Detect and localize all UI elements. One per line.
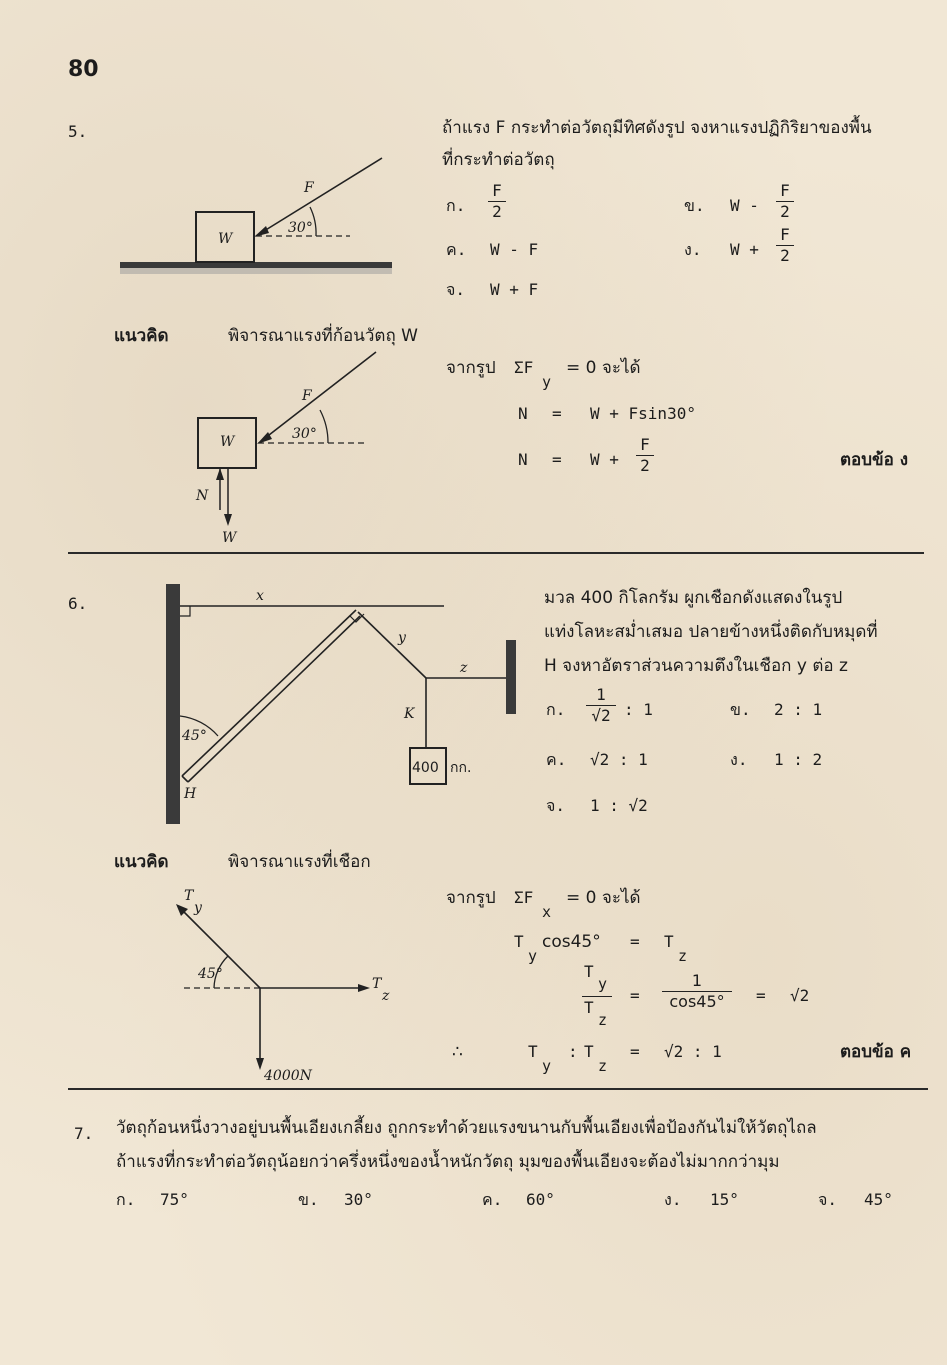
q7-number: 7. [74,1124,94,1143]
q6-fig-angle-label: 45° [182,728,207,744]
q6-choice-c-text: √2 : 1 [590,750,648,769]
q5-line3-eq: = [552,450,562,469]
q6-choice-a-label: ก. [546,700,566,719]
q6-question-line1: มวล 400 กิโลกรัม ผูกเชือกดังแสดงในรูป [544,588,843,608]
q6-solution-heading: แนวคิด [114,852,169,872]
q6-fig-h-label: H [184,786,197,802]
q6-eq1-rhs: T [664,932,674,951]
q6-eq3-a-sub: y [542,1057,552,1075]
q5-sum-symbol: ΣF [514,358,534,377]
q5-line2-lhs: N [518,404,528,423]
q6-eq3-colon: : [568,1042,578,1061]
q6-vec-tz-label: T [372,976,382,992]
q5-choice-d-prefix: W + [730,240,759,259]
q6-eq2-rhs: √2 [790,986,810,1005]
q6-figure [160,580,540,830]
q5-sol-angle-label: 30° [292,426,317,442]
q6-choice-b-text: 2 : 1 [774,700,823,719]
q5-choice-c-label: ค. [446,240,467,259]
q5-choice-d-frac: F 2 [776,226,794,265]
q6-sum-eq: = 0 จะได้ [566,888,641,908]
q7-choice-a-value: 75° [160,1190,189,1209]
q6-eq3-a: T [528,1042,538,1061]
q5-question-line2: ที่กระทำต่อวัตถุ [442,150,555,170]
q6-eq1-lhs-sub: y [528,947,538,965]
q5-choice-c-text: W - F [490,240,539,259]
q7-question-line1: วัตถุก้อนหนึ่งวางอยู่บนพื้นเอียงเกลี้ยง ถูกกระทำด้วยแรงขนานกับพื้นเอียงเพื่อป้องกันไม่ให้วัตถุไถล [116,1118,817,1138]
q6-vec-tz-sub: z [382,988,390,1004]
divider-1 [68,552,924,554]
q5-sol-block-label: W [220,434,235,450]
q5-sol-normal-label: N [196,488,209,504]
q6-therefore: ∴ [452,1042,463,1062]
q6-eq2-eq2: = [756,986,766,1005]
q6-choice-e-text: 1 : √2 [590,796,648,815]
q6-fig-mass-label: 400 [412,760,439,776]
q6-fig-mass-unit: กก. [450,760,472,776]
q6-eq3-rhs: √2 : 1 [664,1042,722,1061]
q7-choice-c-value: 60° [526,1190,555,1209]
q5-question-line1: ถ้าแรง F กระทำต่อวัตถุมีทิศดังรูป จงหาแรงปฏิกิริยาของพื้น [442,118,872,138]
q5-fig-force-label: F [304,180,314,196]
q6-solution-intro: พิจารณาแรงที่เชือก [228,852,371,872]
q6-choice-d-text: 1 : 2 [774,750,823,769]
q6-fig-k-label: K [404,706,415,722]
q7-choice-d-value: 15° [710,1190,739,1209]
q6-choice-a-rest: : 1 [624,700,653,719]
q6-choice-e-label: จ. [546,796,566,815]
q7-choice-b-value: 30° [344,1190,373,1209]
q5-choice-a-label: ก. [446,196,466,215]
q5-fig-angle-label: 30° [288,220,313,236]
q6-eq2-num-sub: y [598,975,608,993]
q5-choice-d-label: ง. [684,240,702,259]
q6-vec-weight-label: 4000N [264,1068,312,1084]
q6-answer: ตอบข้อ ค [840,1042,912,1062]
q7-choice-e-label: จ. [818,1190,838,1209]
q6-vec-ty-label: T [184,888,194,904]
q6-eq2-den-sub: z [598,1011,608,1029]
q5-answer: ตอบข้อ ง [840,450,909,470]
q5-line3-lhs: N [518,450,528,469]
q6-eq2-frac-bar [582,996,612,997]
q7-choice-d-label: ง. [664,1190,682,1209]
q6-choice-c-label: ค. [546,750,567,769]
q6-eq2-den: T [584,998,594,1017]
q5-choice-b-label: ข. [684,196,705,215]
q5-line3-rhs: W + [590,450,619,469]
q6-eq1-lhs: T [514,932,524,951]
q6-eq3-b: T [584,1042,594,1061]
q5-solution-intro: พิจารณาแรงที่ก้อนวัตถุ W [228,326,418,346]
q6-eq2-num: T [584,962,594,981]
q5-solution-heading: แนวคิด [114,326,169,346]
q6-eq2-eq: = [630,986,640,1005]
q5-sum-sub: y [542,373,552,391]
q5-line2-rhs: W + Fsin30° [590,404,696,423]
q5-sol-weight-label: W [222,530,237,546]
q6-fig-z-label: z [460,660,468,676]
q6-vec-ty-sub: y [194,900,202,916]
page-number: 80 [68,57,99,82]
q6-choice-a-frac: 1 √2 [586,686,616,725]
q5-number: 5. [68,122,88,141]
divider-2 [68,1088,928,1090]
q6-eq1-eq: = [630,932,640,951]
q6-from-figure: จากรูป [446,888,496,908]
q6-fig-y-label: y [398,630,406,646]
q7-choice-c-label: ค. [482,1190,503,1209]
q7-choice-a-label: ก. [116,1190,136,1209]
q5-solution-figure [190,350,390,550]
q7-choice-b-label: ข. [298,1190,319,1209]
q5-choice-a-frac: F 2 [488,182,506,221]
q5-sol-force-label: F [302,388,312,404]
q6-vec-angle-label: 45° [198,966,223,982]
q5-choice-e-label: จ. [446,280,466,299]
q6-eq3-eq: = [630,1042,640,1061]
q6-eq2-mid-frac: 1 cos45° [662,972,732,1011]
q7-choice-e-value: 45° [864,1190,893,1209]
q6-fig-x-label: x [256,588,264,604]
q6-number: 6. [68,594,88,613]
q5-figure [120,150,400,280]
q6-eq1-rhs-sub: z [678,947,688,965]
q6-sum-symbol: ΣF [514,888,534,907]
q5-choice-b-frac: F 2 [776,182,794,221]
q6-vector-figure [150,880,410,1090]
q6-sum-sub: x [542,903,552,921]
q7-question-line2: ถ้าแรงที่กระทำต่อวัตถุน้อยกว่าครึ่งหนึ่งของน้ำหนักวัตถุ มุมของพื้นเอียงจะต้องไม่มากกว่ามุม [116,1152,780,1172]
q5-line2-eq: = [552,404,562,423]
q5-sum-eq: = 0 จะได้ [566,358,641,378]
q6-eq1-lhs-rest: cos45° [542,932,601,952]
q5-fig-block-label: W [218,231,233,247]
q5-from-figure: จากรูป [446,358,496,378]
q6-choice-d-label: ง. [730,750,748,769]
q5-line3-frac: F 2 [636,436,654,475]
q6-eq3-b-sub: z [598,1057,608,1075]
q6-question-line2: แท่งโลหะสม่ำเสมอ ปลายข้างหนึ่งติดกับหมุดที่ [544,622,878,642]
q6-choice-b-label: ข. [730,700,751,719]
q5-choice-b-prefix: W - [730,196,759,215]
q5-choice-e-text: W + F [490,280,539,299]
q6-question-line3: H จงหาอัตราส่วนความตึงในเชือก y ต่อ z [544,656,848,676]
